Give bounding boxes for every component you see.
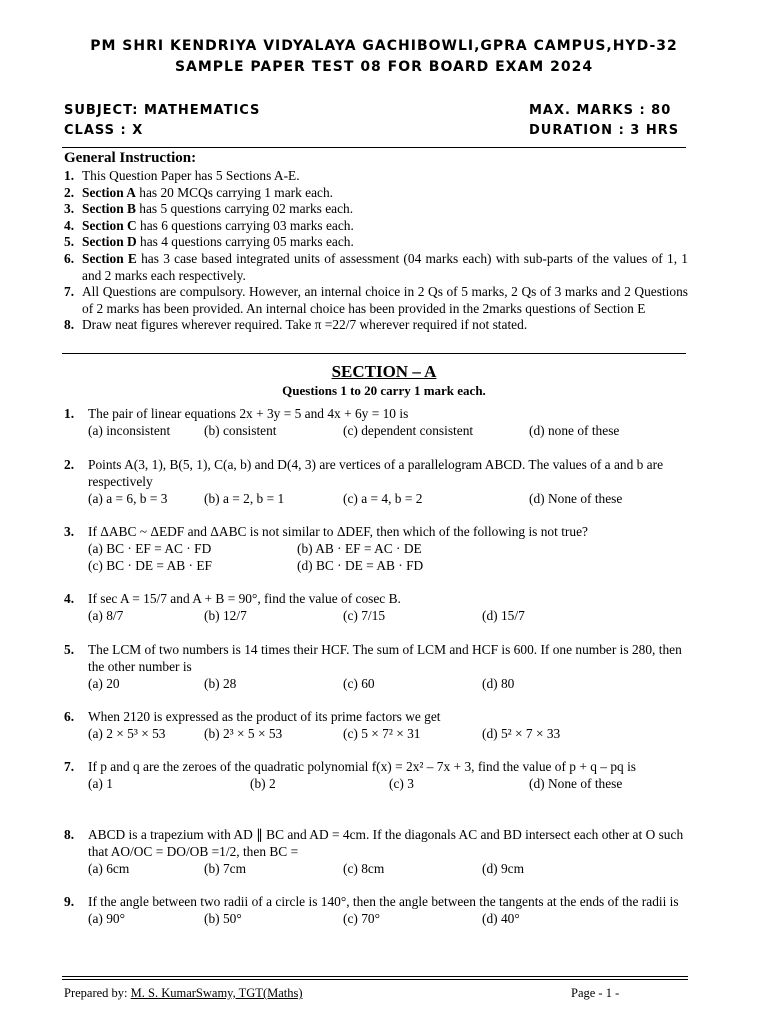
options-row (88, 725, 688, 742)
footer-divider (62, 976, 688, 977)
option-b: (b) 2³ × 5 × 53 (204, 726, 283, 741)
instruction-item: 6. Section E has 3 case based integrated units of assessment (04 marks each) with sub-parts of the values of 1, 1 and 2 marks each respectively. (64, 250, 688, 283)
question-item (64, 641, 688, 692)
option-c: (c) 5 × 7² × 31 (343, 726, 421, 741)
question-item (64, 405, 688, 439)
subject-label: SUBJECT: MATHEMATICS (64, 103, 261, 118)
instruction-item: 3. Section B has 5 questions carrying 02 marks each. (64, 201, 354, 217)
option-b: (b) 28 (204, 676, 237, 691)
options-row (88, 540, 688, 557)
option-b: (b) a = 2, b = 1 (204, 491, 285, 506)
option-c: (c) 70° (343, 911, 380, 926)
option-b: (b) 2 (250, 776, 276, 791)
exam-title: SAMPLE PAPER TEST 08 FOR BOARD EXAM 2024 (174, 59, 594, 75)
instruction-item: 8. Draw neat figures wherever required. Take π =22/7 wherever required if not stated. (64, 317, 528, 333)
question-number: 4. (64, 591, 75, 606)
question-text: If the angle between two radii of a circle is 140°, then the angle between the tangents at the ends of the radii is (88, 894, 679, 909)
option-d: (d) none of these (529, 423, 620, 438)
option-b: (b) 7cm (204, 861, 247, 876)
options-row (88, 675, 688, 692)
option-a: (a) 20 (88, 676, 120, 691)
option-d: (d) 5² × 7 × 33 (482, 726, 561, 741)
author-name: M. S. KumarSwamy, TGT(Maths) (130, 986, 303, 1000)
option-d: (d) None of these (529, 491, 623, 506)
instruction-item: 2. Section A has 20 MCQs carrying 1 mark each. (64, 184, 334, 200)
question-text: If ΔABC ~ ΔEDF and ΔABC is not similar to ΔDEF, then which of the following is not true? (88, 524, 588, 539)
instructions-title: General Instruction: (64, 150, 197, 166)
option-d: (d) 9cm (482, 861, 525, 876)
options-row (88, 860, 688, 877)
options-row (88, 607, 688, 624)
option-b: (b) 50° (204, 911, 242, 926)
option-c: (c) 3 (389, 776, 414, 791)
question-number: 1. (64, 406, 75, 421)
question-number: 7. (64, 759, 75, 774)
question-text: The LCM of two numbers is 14 times their HCF. The sum of LCM and HCF is 600. If one number is 280, then the other number is (88, 642, 682, 674)
option-d: (d) 80 (482, 676, 515, 691)
instruction-item: 4. Section C has 6 questions carrying 03 marks each. (64, 217, 354, 233)
option-d: (d) None of these (529, 776, 623, 791)
question-item (64, 708, 688, 742)
instructions-list (64, 168, 688, 334)
question-text: If sec A = 15/7 and A + B = 90°, find the value of cosec B. (88, 591, 401, 606)
instruction-item: 5. Section D has 4 questions carrying 05 marks each. (64, 234, 354, 250)
instructions-divider (62, 353, 686, 354)
options-row (88, 422, 688, 439)
question-text: ABCD is a trapezium with AD ∥ BC and AD = 4cm. If the diagonals AC and BD intersect each other at O such that AO/OC = DO/OB =1/2, then BC = (88, 827, 684, 859)
option-d: (d) BC · DE = AB · FD (297, 558, 424, 573)
option-d: (d) 40° (482, 911, 520, 926)
class-label: CLASS : X (64, 123, 144, 138)
question-text: Points A(3, 1), B(5, 1), C(a, b) and D(4, 3) are vertices of a parallelogram ABCD. The values of a and b are respectively (88, 457, 664, 489)
option-c: (c) 8cm (343, 861, 385, 876)
question-number: 2. (64, 457, 75, 472)
school-name: PM SHRI KENDRIYA VIDYALAYA GACHIBOWLI,GPRA CAMPUS,HYD-32 (90, 38, 678, 54)
instruction-item: 1. This Question Paper has 5 Sections A-E. (64, 168, 300, 183)
question-number: 8. (64, 827, 75, 842)
question-text: The pair of linear equations 2x + 3y = 5 and 4x + 6y = 10 is (88, 406, 409, 421)
option-a: (a) inconsistent (88, 423, 171, 438)
options-row (88, 557, 688, 574)
section-title: SECTION – A (331, 362, 437, 381)
duration-label: DURATION : 3 HRS (529, 123, 680, 138)
question-number: 6. (64, 709, 75, 724)
prepared-by-label: Prepared by: (64, 986, 131, 1000)
options-row (88, 775, 688, 792)
question-item (64, 590, 688, 624)
header-divider (62, 147, 686, 148)
question-number: 9. (64, 894, 75, 909)
question-text: If p and q are the zeroes of the quadratic polynomial f(x) = 2x² – 7x + 3, find the value of p + q – pq is (88, 759, 637, 774)
option-a: (a) 8/7 (88, 608, 124, 623)
option-a: (a) BC · EF = AC · FD (88, 541, 212, 556)
option-c: (c) a = 4, b = 2 (343, 491, 423, 506)
question-number: 3. (64, 524, 75, 539)
question-text: When 2120 is expressed as the product of its prime factors we get (88, 709, 441, 724)
question-item (64, 826, 688, 877)
question-item (64, 893, 688, 927)
options-row (88, 490, 688, 507)
option-a: (a) 6cm (88, 861, 130, 876)
max-marks-label: MAX. MARKS : 80 (529, 103, 672, 118)
footer-credit (64, 986, 303, 1001)
option-a: (a) 2 × 5³ × 53 (88, 726, 166, 741)
instruction-item: 7. All Questions are compulsory. However, an internal choice in 2 Qs of 5 marks, 2 Qs of 3 marks and 2 Questions of 2 marks has been provided. An internal choice has been provided in the 2marks questions of Section E (64, 284, 688, 316)
option-b: (b) AB · EF = AC · DE (297, 541, 422, 556)
page-number: Page - 1 - (571, 986, 620, 1000)
question-item (64, 758, 688, 792)
option-b: (b) consistent (204, 423, 277, 438)
question-item (64, 523, 688, 574)
option-a: (a) a = 6, b = 3 (88, 491, 168, 506)
section-subtitle: Questions 1 to 20 carry 1 mark each. (282, 383, 486, 398)
option-a: (a) 90° (88, 911, 125, 926)
option-d: (d) 15/7 (482, 608, 525, 623)
option-a: (a) 1 (88, 776, 113, 791)
option-b: (b) 12/7 (204, 608, 247, 623)
question-number: 5. (64, 642, 75, 657)
option-c: (c) 60 (343, 676, 375, 691)
footer-divider-secondary (62, 979, 688, 980)
options-row (88, 910, 688, 927)
option-c: (c) 7/15 (343, 608, 386, 623)
option-c: (c) BC · DE = AB · EF (88, 558, 212, 573)
question-item (64, 456, 688, 507)
option-c: (c) dependent consistent (343, 423, 474, 438)
